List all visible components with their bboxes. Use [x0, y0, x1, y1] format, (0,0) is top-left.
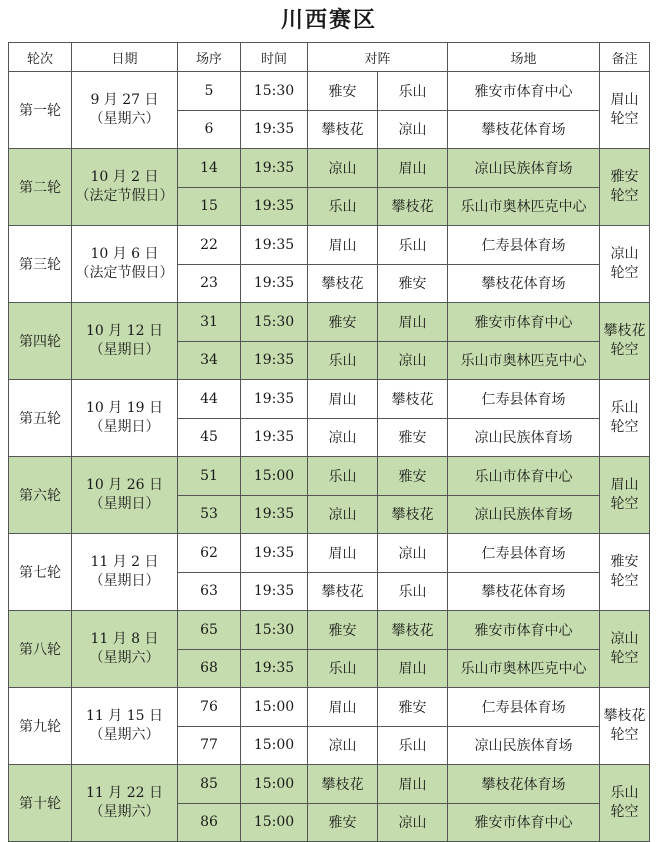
round-note-team: 眉山: [610, 477, 639, 493]
round-note: [600, 72, 650, 149]
round-date-main: 9 月 27 日: [90, 92, 159, 108]
round-note-bye: 轮空: [610, 265, 639, 281]
round-note-team: 攀枝花: [603, 323, 646, 339]
game-seq: 62: [178, 534, 241, 573]
round-name: 第十轮: [9, 765, 72, 842]
game-venue: 仁寿县体育场: [448, 226, 600, 265]
game-venue: 仁寿县体育场: [448, 534, 600, 573]
header-row: [9, 43, 650, 72]
game-away-team: 乐山: [378, 72, 448, 111]
game-time: 15:30: [241, 72, 308, 111]
round-date: [72, 688, 178, 765]
game-time: 19:35: [241, 226, 308, 265]
game-time: 19:35: [241, 149, 308, 188]
game-away-team: 凉山: [378, 341, 448, 380]
round-note: [600, 226, 650, 303]
round-date: [72, 457, 178, 534]
round-note-bye: 轮空: [610, 650, 639, 666]
round-note-bye: 轮空: [610, 342, 639, 358]
round-date-sub: （星期日）: [89, 573, 160, 589]
game-away-team: 雅安: [378, 457, 448, 496]
round-date: [72, 149, 178, 226]
game-away-team: 眉山: [378, 649, 448, 688]
round-note: [600, 534, 650, 611]
game-away-team: 攀枝花: [378, 380, 448, 419]
game-seq: 31: [178, 303, 241, 342]
game-away-team: 攀枝花: [378, 495, 448, 534]
game-seq: 63: [178, 572, 241, 611]
round-note-bye: 轮空: [610, 804, 639, 820]
round-name: 第一轮: [9, 72, 72, 149]
game-seq: 53: [178, 495, 241, 534]
header-date: 日期: [72, 43, 178, 72]
round-date-sub: （星期六）: [89, 804, 160, 820]
round-note-team: 眉山: [610, 92, 639, 108]
header-note: 备注: [600, 43, 650, 72]
round-date: [72, 380, 178, 457]
game-time: 19:35: [241, 534, 308, 573]
round-date-sub: （星期日）: [89, 419, 160, 435]
game-home-team: 攀枝花: [308, 765, 378, 804]
round-date-sub: （星期六）: [89, 727, 160, 743]
game-venue: 雅安市体育中心: [448, 803, 600, 842]
game-venue: 乐山市奥林匹克中心: [448, 341, 600, 380]
game-home-team: 雅安: [308, 303, 378, 342]
game-time: 19:35: [241, 187, 308, 226]
round-note: [600, 457, 650, 534]
round-date-main: 10 月 12 日: [86, 323, 163, 339]
round-name: 第七轮: [9, 534, 72, 611]
game-time: 19:35: [241, 380, 308, 419]
game-home-team: 凉山: [308, 495, 378, 534]
table-row: [9, 303, 650, 342]
game-away-team: 攀枝花: [378, 611, 448, 650]
game-seq: 68: [178, 649, 241, 688]
game-home-team: 眉山: [308, 688, 378, 727]
round-name: 第八轮: [9, 611, 72, 688]
game-seq: 51: [178, 457, 241, 496]
round-note: [600, 380, 650, 457]
game-venue: 攀枝花体育场: [448, 572, 600, 611]
game-seq: 77: [178, 726, 241, 765]
round-note: [600, 149, 650, 226]
round-note-team: 凉山: [610, 246, 639, 262]
game-seq: 14: [178, 149, 241, 188]
game-seq: 5: [178, 72, 241, 111]
round-date: [72, 611, 178, 688]
round-date-main: 10 月 6 日: [90, 246, 159, 262]
game-away-team: 凉山: [378, 110, 448, 149]
round-date-main: 11 月 2 日: [90, 554, 159, 570]
game-venue: 凉山民族体育场: [448, 726, 600, 765]
game-away-team: 雅安: [378, 688, 448, 727]
game-venue: 凉山民族体育场: [448, 418, 600, 457]
game-home-team: 雅安: [308, 72, 378, 111]
game-home-team: 雅安: [308, 803, 378, 842]
round-name: 第三轮: [9, 226, 72, 303]
round-date: [72, 765, 178, 842]
game-seq: 44: [178, 380, 241, 419]
game-time: 15:30: [241, 611, 308, 650]
game-seq: 22: [178, 226, 241, 265]
header-venue: 场地: [448, 43, 600, 72]
game-home-team: 攀枝花: [308, 264, 378, 303]
game-venue: 攀枝花体育场: [448, 765, 600, 804]
header-time: 时间: [241, 43, 308, 72]
game-seq: 76: [178, 688, 241, 727]
game-seq: 34: [178, 341, 241, 380]
table-row: [9, 688, 650, 727]
game-away-team: 眉山: [378, 765, 448, 804]
round-date-sub: （星期日）: [89, 496, 160, 512]
game-time: 19:35: [241, 341, 308, 380]
table-row: [9, 226, 650, 265]
round-date-sub: （法定节假日）: [75, 188, 174, 204]
round-date: [72, 72, 178, 149]
game-away-team: 乐山: [378, 726, 448, 765]
table-row: [9, 534, 650, 573]
game-seq: 6: [178, 110, 241, 149]
game-time: 15:00: [241, 688, 308, 727]
round-date-main: 11 月 8 日: [90, 631, 159, 647]
table-row: [9, 611, 650, 650]
game-home-team: 乐山: [308, 457, 378, 496]
round-date-sub: （星期六）: [89, 650, 160, 666]
round-note-bye: 轮空: [610, 111, 639, 127]
round-name: 第五轮: [9, 380, 72, 457]
round-note: [600, 611, 650, 688]
round-name: 第二轮: [9, 149, 72, 226]
game-venue: 雅安市体育中心: [448, 611, 600, 650]
game-seq: 65: [178, 611, 241, 650]
game-away-team: 雅安: [378, 418, 448, 457]
round-name: 第六轮: [9, 457, 72, 534]
game-home-team: 凉山: [308, 726, 378, 765]
round-note-team: 雅安: [610, 169, 639, 185]
game-home-team: 凉山: [308, 149, 378, 188]
game-seq: 23: [178, 264, 241, 303]
game-venue: 雅安市体育中心: [448, 72, 600, 111]
game-time: 15:00: [241, 726, 308, 765]
round-note: [600, 688, 650, 765]
game-venue: 雅安市体育中心: [448, 303, 600, 342]
table-row: [9, 765, 650, 804]
game-time: 15:00: [241, 457, 308, 496]
game-time: 15:00: [241, 765, 308, 804]
game-away-team: 乐山: [378, 572, 448, 611]
round-note-team: 乐山: [610, 785, 639, 801]
table-row: [9, 457, 650, 496]
game-away-team: 眉山: [378, 149, 448, 188]
game-time: 15:00: [241, 803, 308, 842]
game-home-team: 眉山: [308, 534, 378, 573]
round-note-bye: 轮空: [610, 727, 639, 743]
schedule-body: [9, 72, 650, 842]
table-row: [9, 72, 650, 111]
round-note-team: 雅安: [610, 554, 639, 570]
game-time: 19:35: [241, 649, 308, 688]
game-time: 19:35: [241, 495, 308, 534]
game-away-team: 攀枝花: [378, 187, 448, 226]
game-away-team: 凉山: [378, 803, 448, 842]
round-date-main: 11 月 22 日: [86, 785, 163, 801]
round-note-bye: 轮空: [610, 573, 639, 589]
schedule-table: [8, 42, 650, 842]
page-title: 川西赛区: [280, 8, 377, 33]
game-time: 15:30: [241, 303, 308, 342]
game-home-team: 乐山: [308, 341, 378, 380]
round-date-sub: （星期日）: [89, 342, 160, 358]
round-name: 第九轮: [9, 688, 72, 765]
round-note: [600, 765, 650, 842]
game-away-team: 雅安: [378, 264, 448, 303]
game-venue: 攀枝花体育场: [448, 264, 600, 303]
game-seq: 86: [178, 803, 241, 842]
game-home-team: 凉山: [308, 418, 378, 457]
game-venue: 凉山民族体育场: [448, 149, 600, 188]
table-row: [9, 149, 650, 188]
game-home-team: 攀枝花: [308, 110, 378, 149]
game-seq: 45: [178, 418, 241, 457]
game-venue: 乐山市奥林匹克中心: [448, 187, 600, 226]
round-date-main: 11 月 15 日: [86, 708, 163, 724]
round-date: [72, 226, 178, 303]
round-note-team: 乐山: [610, 400, 639, 416]
round-date-sub: （星期六）: [89, 111, 160, 127]
round-note-bye: 轮空: [610, 188, 639, 204]
game-home-team: 乐山: [308, 187, 378, 226]
game-home-team: 眉山: [308, 226, 378, 265]
game-venue: 攀枝花体育场: [448, 110, 600, 149]
game-venue: 乐山市体育中心: [448, 457, 600, 496]
game-time: 19:35: [241, 264, 308, 303]
game-time: 19:35: [241, 418, 308, 457]
game-venue: 乐山市奥林匹克中心: [448, 649, 600, 688]
round-note-bye: 轮空: [610, 496, 639, 512]
round-note-team: 凉山: [610, 631, 639, 647]
game-venue: 仁寿县体育场: [448, 380, 600, 419]
game-home-team: 攀枝花: [308, 572, 378, 611]
header-round: 轮次: [9, 43, 72, 72]
round-date: [72, 534, 178, 611]
game-home-team: 乐山: [308, 649, 378, 688]
game-venue: 凉山民族体育场: [448, 495, 600, 534]
game-away-team: 乐山: [378, 226, 448, 265]
game-away-team: 眉山: [378, 303, 448, 342]
round-note: [600, 303, 650, 380]
round-name: 第四轮: [9, 303, 72, 380]
game-time: 19:35: [241, 110, 308, 149]
round-note-team: 攀枝花: [603, 708, 646, 724]
round-date-main: 10 月 2 日: [90, 169, 159, 185]
game-seq: 15: [178, 187, 241, 226]
round-date: [72, 303, 178, 380]
game-away-team: 凉山: [378, 534, 448, 573]
table-row: [9, 380, 650, 419]
header-seq: 场序: [178, 43, 241, 72]
header-match: 对阵: [308, 43, 448, 72]
round-date-sub: （法定节假日）: [75, 265, 174, 281]
game-time: 19:35: [241, 572, 308, 611]
game-seq: 85: [178, 765, 241, 804]
round-date-main: 10 月 19 日: [86, 400, 163, 416]
round-note-bye: 轮空: [610, 419, 639, 435]
game-home-team: 眉山: [308, 380, 378, 419]
round-date-main: 10 月 26 日: [86, 477, 163, 493]
game-home-team: 雅安: [308, 611, 378, 650]
game-venue: 仁寿县体育场: [448, 688, 600, 727]
